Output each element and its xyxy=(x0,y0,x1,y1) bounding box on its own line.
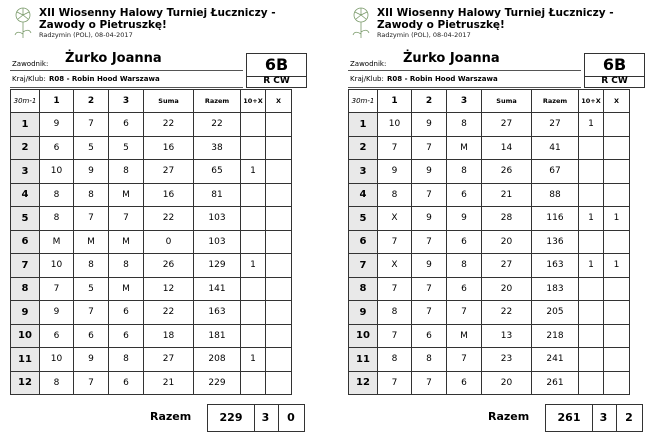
end-sum: 20 xyxy=(482,230,532,254)
running-total-header: Razem xyxy=(194,90,241,113)
arrow-3-header: 3 xyxy=(109,90,144,113)
arrow-1-score: 9 xyxy=(40,301,74,325)
club-name: R08 - Robin Hood Warszawa xyxy=(49,75,160,83)
arrow-3-score: 9 xyxy=(447,207,482,231)
arrow-3-score: M xyxy=(447,136,482,160)
arrow-3-score: 5 xyxy=(109,136,144,160)
club-label: Kraj/Klub: xyxy=(12,75,46,83)
arrow-2-score: 9 xyxy=(74,348,109,372)
tens-x-count xyxy=(241,301,266,325)
x-count xyxy=(604,183,630,207)
arrow-3-score: 6 xyxy=(109,371,144,395)
arrow-1-score: 7 xyxy=(378,230,412,254)
end-number: 5 xyxy=(349,207,378,231)
arrow-3-score: 6 xyxy=(447,230,482,254)
arrow-2-score: 7 xyxy=(74,301,109,325)
end-sum: 12 xyxy=(144,277,194,301)
end-sum: 22 xyxy=(144,301,194,325)
arrow-2-score: 7 xyxy=(74,371,109,395)
tournament-subtitle: Radzymin (POL), 08-04-2017 xyxy=(377,31,471,39)
arrow-2-score: 7 xyxy=(74,113,109,137)
arrow-3-score: M xyxy=(447,324,482,348)
end-number: 10 xyxy=(11,324,40,348)
x-count xyxy=(266,324,292,348)
arrow-1-score: 8 xyxy=(40,207,74,231)
running-total: 27 xyxy=(532,113,579,137)
arrow-2-score: 7 xyxy=(412,230,447,254)
arrow-1-score: 10 xyxy=(40,348,74,372)
running-total: 88 xyxy=(532,183,579,207)
table-row xyxy=(349,254,630,278)
arrow-1-score: 8 xyxy=(40,371,74,395)
end-number: 11 xyxy=(349,348,378,372)
end-sum: 13 xyxy=(482,324,532,348)
end-number: 11 xyxy=(11,348,40,372)
running-total: 129 xyxy=(194,254,241,278)
archer-label: Zawodnik: xyxy=(350,60,387,68)
running-total-header: Razem xyxy=(532,90,579,113)
x-count xyxy=(266,301,292,325)
end-number: 9 xyxy=(11,301,40,325)
arrow-1-score: 8 xyxy=(378,348,412,372)
total-label: Razem xyxy=(150,410,192,423)
x-count: 1 xyxy=(604,254,630,278)
tens-x-count xyxy=(241,371,266,395)
running-total: 241 xyxy=(532,348,579,372)
table-row xyxy=(349,136,630,160)
end-sum: 0 xyxy=(144,230,194,254)
end-number: 9 xyxy=(349,301,378,325)
tens-x-count: 1 xyxy=(579,207,604,231)
end-sum: 27 xyxy=(482,113,532,137)
end-sum: 20 xyxy=(482,371,532,395)
end-sum: 23 xyxy=(482,348,532,372)
arrow-2-header: 2 xyxy=(412,90,447,113)
dandelion-logo-icon xyxy=(10,4,36,44)
x-count xyxy=(266,183,292,207)
tens-x-count xyxy=(579,371,604,395)
arrow-1-score: 8 xyxy=(378,301,412,325)
arrow-1-header: 1 xyxy=(40,90,74,113)
end-sum: 14 xyxy=(482,136,532,160)
tens-x-count xyxy=(241,324,266,348)
sum-header: Suma xyxy=(482,90,532,113)
table-row xyxy=(349,160,630,184)
table-row xyxy=(11,113,292,137)
distance-header: 30m-1 xyxy=(349,90,378,113)
arrow-2-score: 8 xyxy=(412,348,447,372)
end-sum: 21 xyxy=(482,183,532,207)
running-total: 181 xyxy=(194,324,241,348)
divider xyxy=(10,70,243,71)
end-number: 4 xyxy=(11,183,40,207)
x-count xyxy=(266,230,292,254)
total-label: Razem xyxy=(488,410,530,423)
arrow-3-score: 7 xyxy=(447,301,482,325)
arrow-2-score: 7 xyxy=(412,183,447,207)
end-sum: 21 xyxy=(144,371,194,395)
table-row xyxy=(349,277,630,301)
running-total: 261 xyxy=(532,371,579,395)
tens-x-count xyxy=(241,183,266,207)
arrow-1-score: 7 xyxy=(40,277,74,301)
arrow-2-score: 5 xyxy=(74,277,109,301)
archer-name: Żurko Joanna xyxy=(403,51,500,66)
x-count xyxy=(266,348,292,372)
arrow-1-header: 1 xyxy=(378,90,412,113)
running-total: 103 xyxy=(194,230,241,254)
arrow-3-score: 7 xyxy=(109,207,144,231)
arrow-3-score: 6 xyxy=(447,183,482,207)
table-row xyxy=(349,113,630,137)
arrow-3-header: 3 xyxy=(447,90,482,113)
arrow-2-score: 7 xyxy=(74,207,109,231)
running-total: 208 xyxy=(194,348,241,372)
end-sum: 22 xyxy=(144,113,194,137)
x-count xyxy=(604,277,630,301)
tens-x-count: 1 xyxy=(579,254,604,278)
x-count xyxy=(266,136,292,160)
end-sum: 22 xyxy=(144,207,194,231)
table-row xyxy=(11,301,292,325)
arrow-2-score: 9 xyxy=(412,113,447,137)
end-sum: 16 xyxy=(144,136,194,160)
arrow-2-score: 7 xyxy=(412,301,447,325)
x-count xyxy=(266,371,292,395)
divider xyxy=(10,87,243,88)
tens-x-count xyxy=(241,230,266,254)
end-sum: 16 xyxy=(144,183,194,207)
divider xyxy=(348,87,581,88)
running-total: 229 xyxy=(194,371,241,395)
division-class: R CW xyxy=(584,75,645,88)
end-number: 4 xyxy=(349,183,378,207)
arrow-3-score: 8 xyxy=(447,160,482,184)
arrow-3-score: 8 xyxy=(109,254,144,278)
arrow-1-score: 8 xyxy=(40,183,74,207)
arrow-3-score: 6 xyxy=(109,324,144,348)
tens-x-count xyxy=(579,230,604,254)
arrow-2-score: M xyxy=(74,230,109,254)
arrow-3-score: 6 xyxy=(447,277,482,301)
end-sum: 27 xyxy=(144,160,194,184)
tens-x-count: 1 xyxy=(241,160,266,184)
table-row xyxy=(349,324,630,348)
end-number: 3 xyxy=(349,160,378,184)
tens-x-count xyxy=(579,160,604,184)
end-number: 1 xyxy=(349,113,378,137)
x-count xyxy=(604,160,630,184)
tens-x-count xyxy=(579,301,604,325)
arrow-2-score: 7 xyxy=(412,371,447,395)
table-row xyxy=(11,136,292,160)
arrow-2-score: 9 xyxy=(74,160,109,184)
end-number: 5 xyxy=(11,207,40,231)
x-count xyxy=(604,113,630,137)
arrow-1-score: X xyxy=(378,207,412,231)
table-row xyxy=(349,230,630,254)
arrow-1-score: 6 xyxy=(40,324,74,348)
running-total: 65 xyxy=(194,160,241,184)
table-row xyxy=(349,371,630,395)
arrow-1-score: 10 xyxy=(378,113,412,137)
end-sum: 27 xyxy=(482,254,532,278)
arrow-2-score: 8 xyxy=(74,183,109,207)
x-count xyxy=(604,348,630,372)
table-row xyxy=(349,183,630,207)
divider xyxy=(348,70,581,71)
end-number: 1 xyxy=(11,113,40,137)
arrow-2-score: 9 xyxy=(412,160,447,184)
arrow-1-score: M xyxy=(40,230,74,254)
table-row xyxy=(11,230,292,254)
x-count xyxy=(604,371,630,395)
table-row xyxy=(11,254,292,278)
arrow-1-score: 6 xyxy=(40,136,74,160)
table-row xyxy=(11,371,292,395)
tournament-title: XII Wiosenny Halowy Turniej Łuczniczy - Zawody o Pietruszkę! xyxy=(39,7,276,31)
club-name: R08 - Robin Hood Warszawa xyxy=(387,75,498,83)
tournament-title: XII Wiosenny Halowy Turniej Łuczniczy - Zawody o Pietruszkę! xyxy=(377,7,614,31)
end-sum: 26 xyxy=(144,254,194,278)
x-count: 1 xyxy=(604,207,630,231)
tens-x-count xyxy=(579,136,604,160)
arrow-1-score: 9 xyxy=(40,113,74,137)
end-number: 7 xyxy=(349,254,378,278)
running-total: 81 xyxy=(194,183,241,207)
end-sum: 28 xyxy=(482,207,532,231)
arrow-1-score: 7 xyxy=(378,136,412,160)
archer-name: Żurko Joanna xyxy=(65,51,162,66)
total-tens-x: 3 xyxy=(253,404,279,432)
scorecard-right xyxy=(348,0,645,443)
table-row xyxy=(11,183,292,207)
tens-x-count: 1 xyxy=(241,254,266,278)
running-total: 163 xyxy=(194,301,241,325)
tens-x-count xyxy=(579,348,604,372)
total-tens-x: 3 xyxy=(591,404,617,432)
end-sum: 22 xyxy=(482,301,532,325)
x-count xyxy=(266,160,292,184)
tournament-subtitle: Radzymin (POL), 08-04-2017 xyxy=(39,31,133,39)
tens-x-count xyxy=(579,324,604,348)
score-table xyxy=(10,89,292,395)
tens-x-count xyxy=(579,183,604,207)
end-number: 10 xyxy=(349,324,378,348)
arrow-2-score: 9 xyxy=(412,207,447,231)
end-number: 3 xyxy=(11,160,40,184)
arrow-3-score: 8 xyxy=(447,254,482,278)
running-total: 67 xyxy=(532,160,579,184)
club-label: Kraj/Klub: xyxy=(350,75,384,83)
tens-x-count xyxy=(241,136,266,160)
x-count xyxy=(266,113,292,137)
arrow-3-score: 7 xyxy=(447,348,482,372)
arrow-1-score: 7 xyxy=(378,324,412,348)
arrow-3-score: M xyxy=(109,230,144,254)
tens-x-count xyxy=(241,113,266,137)
division-class: R CW xyxy=(246,75,307,88)
dandelion-logo-icon xyxy=(348,4,374,44)
arrow-3-score: 8 xyxy=(109,160,144,184)
table-row xyxy=(11,348,292,372)
end-number: 7 xyxy=(11,254,40,278)
arrow-2-score: 6 xyxy=(412,324,447,348)
running-total: 205 xyxy=(532,301,579,325)
arrow-1-score: 10 xyxy=(40,254,74,278)
x-count xyxy=(266,254,292,278)
arrow-1-score: 8 xyxy=(378,183,412,207)
end-sum: 26 xyxy=(482,160,532,184)
arrow-2-score: 5 xyxy=(74,136,109,160)
end-sum: 27 xyxy=(144,348,194,372)
total-x: 0 xyxy=(278,404,305,432)
arrow-2-header: 2 xyxy=(74,90,109,113)
arrow-3-score: 6 xyxy=(109,113,144,137)
x-header: X xyxy=(604,90,630,113)
arrow-1-score: 7 xyxy=(378,371,412,395)
arrow-2-score: 6 xyxy=(74,324,109,348)
x-count xyxy=(604,324,630,348)
total-score: 229 xyxy=(207,404,255,432)
tens-x-count xyxy=(241,277,266,301)
tens-x-header: 10+X xyxy=(579,90,604,113)
end-number: 12 xyxy=(349,371,378,395)
arrow-3-score: 8 xyxy=(447,113,482,137)
arrow-3-score: M xyxy=(109,277,144,301)
arrow-3-score: 6 xyxy=(109,301,144,325)
end-sum: 20 xyxy=(482,277,532,301)
end-number: 2 xyxy=(11,136,40,160)
arrow-1-score: 7 xyxy=(378,277,412,301)
arrow-2-score: 8 xyxy=(74,254,109,278)
arrow-3-score: 8 xyxy=(109,348,144,372)
running-total: 38 xyxy=(194,136,241,160)
table-row xyxy=(349,348,630,372)
running-total: 141 xyxy=(194,277,241,301)
tens-x-count: 1 xyxy=(241,348,266,372)
sum-header: Suma xyxy=(144,90,194,113)
running-total: 163 xyxy=(532,254,579,278)
tens-x-count: 1 xyxy=(579,113,604,137)
x-count xyxy=(604,301,630,325)
x-count xyxy=(266,207,292,231)
running-total: 41 xyxy=(532,136,579,160)
running-total: 22 xyxy=(194,113,241,137)
running-total: 218 xyxy=(532,324,579,348)
end-number: 6 xyxy=(349,230,378,254)
table-row xyxy=(11,160,292,184)
arrow-2-score: 7 xyxy=(412,277,447,301)
target-number: 6B xyxy=(246,53,307,77)
arrow-1-score: 10 xyxy=(40,160,74,184)
scorecard-left xyxy=(10,0,310,443)
table-row xyxy=(11,207,292,231)
tens-x-header: 10+X xyxy=(241,90,266,113)
arrow-3-score: 6 xyxy=(447,371,482,395)
table-row xyxy=(349,301,630,325)
tens-x-count xyxy=(579,277,604,301)
end-number: 8 xyxy=(349,277,378,301)
end-number: 2 xyxy=(349,136,378,160)
table-header-row xyxy=(349,90,630,113)
running-total: 103 xyxy=(194,207,241,231)
running-total: 116 xyxy=(532,207,579,231)
arrow-1-score: 9 xyxy=(378,160,412,184)
end-number: 12 xyxy=(11,371,40,395)
tens-x-count xyxy=(241,207,266,231)
total-score: 261 xyxy=(545,404,593,432)
target-number: 6B xyxy=(584,53,645,77)
running-total: 136 xyxy=(532,230,579,254)
arrow-3-score: M xyxy=(109,183,144,207)
x-count xyxy=(604,136,630,160)
arrow-1-score: X xyxy=(378,254,412,278)
ends-body xyxy=(11,113,292,395)
end-number: 6 xyxy=(11,230,40,254)
archer-label: Zawodnik: xyxy=(12,60,49,68)
end-number: 8 xyxy=(11,277,40,301)
table-row xyxy=(11,324,292,348)
table-row xyxy=(349,207,630,231)
end-sum: 18 xyxy=(144,324,194,348)
table-row xyxy=(11,277,292,301)
total-x: 2 xyxy=(616,404,643,432)
running-total: 183 xyxy=(532,277,579,301)
score-table xyxy=(348,89,630,395)
x-count xyxy=(266,277,292,301)
ends-body xyxy=(349,113,630,395)
x-count xyxy=(604,230,630,254)
x-header: X xyxy=(266,90,292,113)
distance-header: 30m-1 xyxy=(11,90,40,113)
table-header-row xyxy=(11,90,292,113)
arrow-2-score: 9 xyxy=(412,254,447,278)
arrow-2-score: 7 xyxy=(412,136,447,160)
